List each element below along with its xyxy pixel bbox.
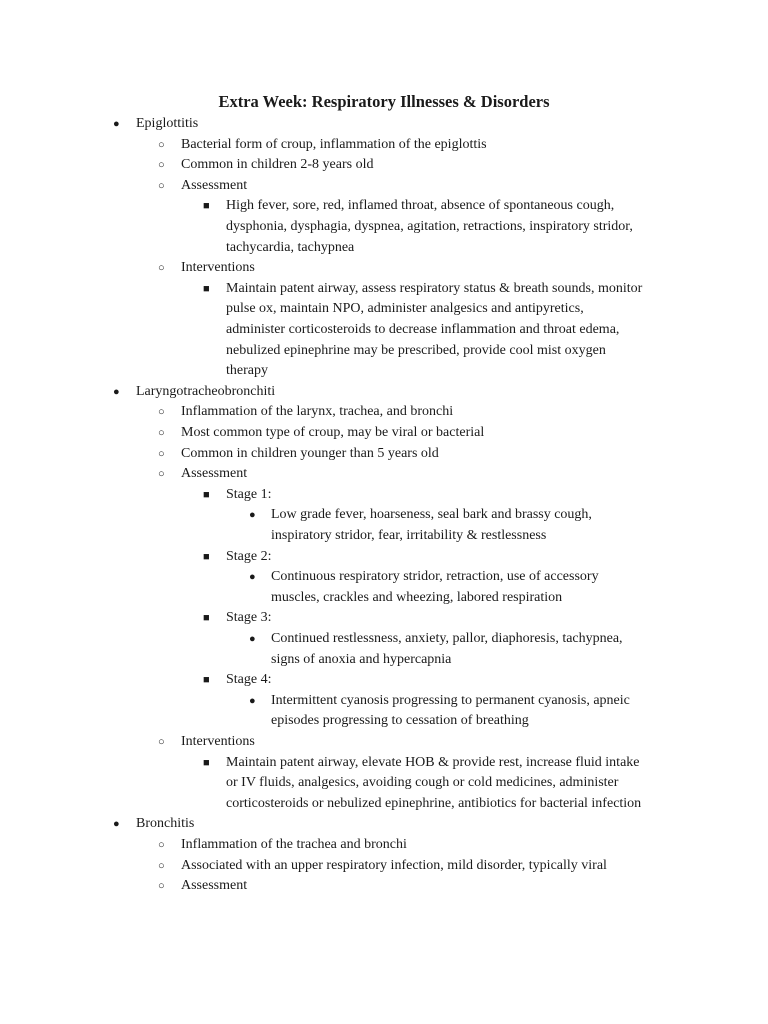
list-item-level-2: Inflammation of the larynx, trachea, and bronchi [181, 404, 454, 420]
list-item-continuation: nebulized epinephrine may be prescribed, provide cool mist oxygen [226, 342, 606, 358]
list-item-level-1: Epiglottitis [136, 116, 199, 131]
square-bullet-icon: ■ [203, 756, 210, 769]
list-item-level-3: Maintain patent airway, assess respiratory status & breath sounds, monitor [226, 280, 643, 296]
list-item-level-3: High fever, sore, red, inflamed throat, absence of spontaneous cough, [226, 198, 615, 214]
list-item-level-3: Stage 2: [226, 548, 272, 564]
list-item-level-2: Common in children younger than 5 years old [181, 445, 439, 461]
circle-bullet-icon: ○ [158, 447, 165, 460]
list-item-level-3: Stage 3: [226, 610, 272, 626]
list-item-level-2: Assessment [181, 177, 248, 193]
square-bullet-icon: ■ [203, 674, 210, 687]
square-bullet-icon: ■ [203, 488, 210, 501]
list-item-level-2: Common in children 2-8 years old [181, 157, 374, 173]
list-item-level-3: Stage 4: [226, 672, 272, 688]
list-item-level-2: Bacterial form of croup, inflammation of the epiglottis [181, 136, 487, 152]
list-item-level-4: Low grade fever, hoarseness, seal bark and brassy cough, [271, 507, 592, 523]
circle-bullet-icon: ○ [158, 880, 165, 893]
circle-bullet-icon: ○ [158, 138, 165, 151]
square-bullet-icon: ■ [203, 612, 210, 625]
list-item-continuation: signs of anoxia and hypercapnia [271, 651, 452, 667]
list-item-continuation: corticosteroids or nebulized epinephrine, antibiotics for bacterial infection [226, 795, 642, 811]
circle-bullet-icon: ○ [158, 839, 165, 851]
list-item-level-2: Interventions [181, 734, 255, 749]
document-title: Extra Week: Respiratory Illnesses & Disorders [218, 92, 550, 111]
list-item-continuation: tachycardia, tachypnea [226, 239, 355, 255]
list-item-continuation: therapy [226, 363, 268, 379]
list-item-continuation: pulse ox, maintain NPO, administer analgesics and antipyretics, [226, 301, 584, 317]
bullet-icon: ● [249, 633, 256, 645]
bullet-icon: ● [113, 385, 120, 398]
list-item-level-2: Assessment [181, 878, 248, 894]
bullet-icon: ● [249, 509, 256, 522]
list-item-continuation: administer corticosteroids to decrease inflammation and throat edema, [226, 322, 620, 337]
list-item-continuation: dysphonia, dysphagia, dyspnea, agitation, retractions, inspiratory stridor, [226, 219, 633, 234]
list-item-continuation: or IV fluids, analgesics, avoiding cough or cold medicines, administer [226, 775, 619, 791]
circle-bullet-icon: ○ [158, 159, 165, 172]
circle-bullet-icon: ○ [158, 179, 165, 192]
circle-bullet-icon: ○ [158, 468, 165, 481]
list-item-level-1: Bronchitis [136, 816, 195, 832]
circle-bullet-icon: ○ [158, 427, 165, 439]
list-item-level-2: Assessment [181, 466, 248, 482]
circle-bullet-icon: ○ [158, 859, 165, 872]
square-bullet-icon: ■ [203, 282, 210, 295]
square-bullet-icon: ■ [203, 200, 210, 213]
list-item-level-4: Continued restlessness, anxiety, pallor, diaphoresis, tachypnea, [271, 631, 623, 646]
square-bullet-icon: ■ [203, 550, 210, 563]
bullet-icon: ● [249, 694, 256, 707]
list-item-level-4: Continuous respiratory stridor, retraction, use of accessory [271, 569, 599, 585]
list-item-continuation: inspiratory stridor, fear, irritability & restlessness [271, 528, 547, 543]
list-item-level-2: Interventions [181, 260, 255, 276]
circle-bullet-icon: ○ [158, 736, 165, 748]
bullet-icon: ● [113, 118, 120, 130]
list-item-level-3: Stage 1: [226, 486, 272, 502]
bullet-icon: ● [113, 818, 120, 831]
circle-bullet-icon: ○ [158, 262, 165, 275]
list-item-level-2: Inflammation of the trachea and bronchi [181, 837, 407, 852]
list-item-level-2: Associated with an upper respiratory infection, mild disorder, typically viral [181, 857, 607, 873]
list-item-level-1: Laryngotracheobronchiti [136, 383, 276, 399]
list-item-continuation: episodes progressing to cessation of breathing [271, 713, 529, 729]
list-item-level-4: Intermittent cyanosis progressing to permanent cyanosis, apneic [271, 692, 630, 708]
bullet-icon: ● [249, 571, 256, 584]
list-item-level-3: Maintain patent airway, elevate HOB & provide rest, increase fluid intake [226, 754, 640, 770]
list-item-level-2: Most common type of croup, may be viral or bacterial [181, 425, 485, 440]
list-item-continuation: muscles, crackles and wheezing, labored respiration [271, 589, 563, 605]
circle-bullet-icon: ○ [158, 406, 165, 419]
